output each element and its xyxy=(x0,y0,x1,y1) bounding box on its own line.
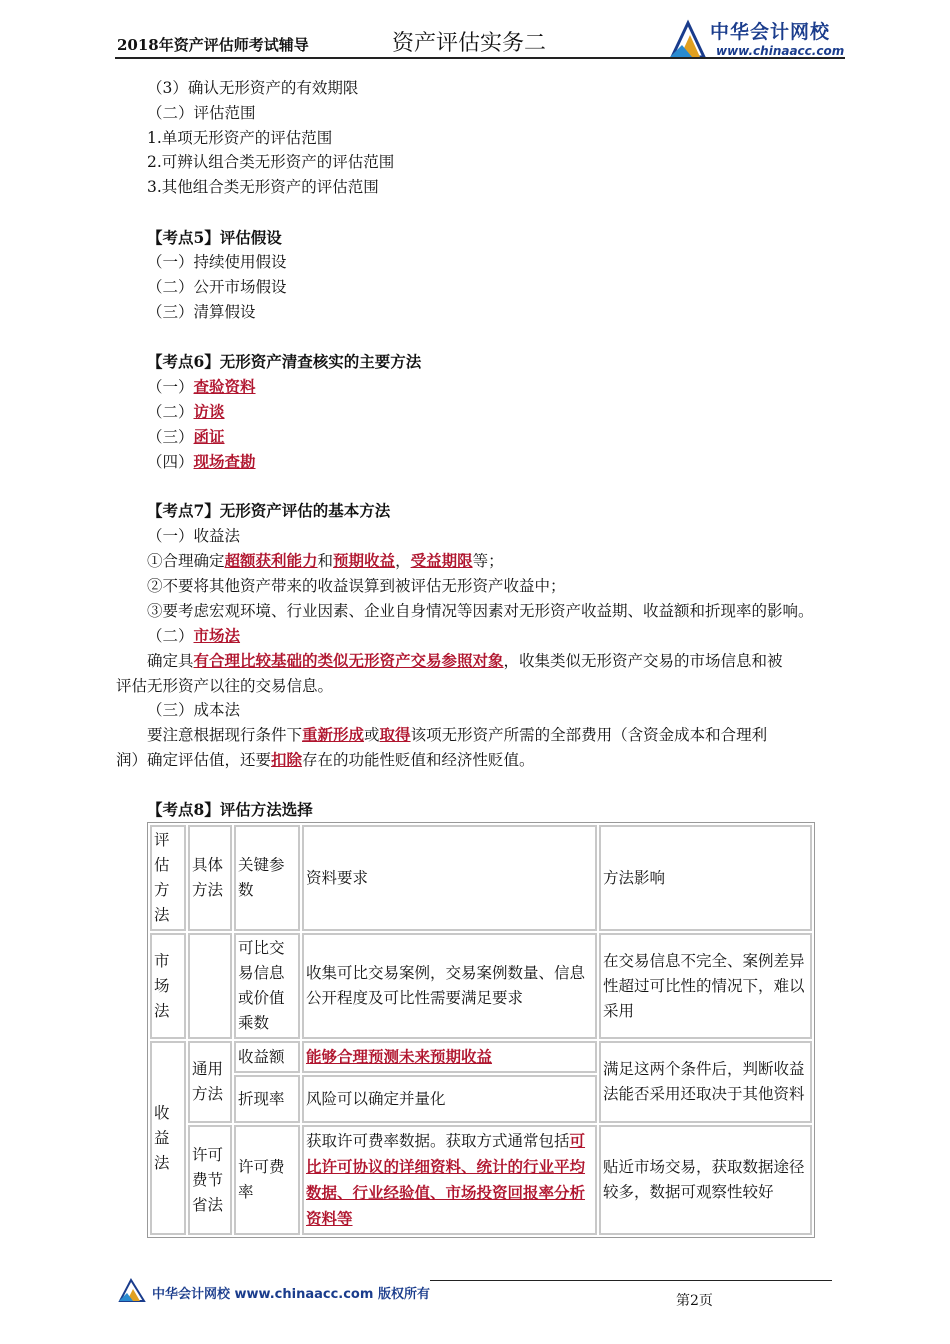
table-header-cell: 评估方法 xyxy=(150,825,186,931)
highlight: 受益期限 xyxy=(410,551,473,570)
section-heading-7: 【考点7】无形资产评估的基本方法 xyxy=(147,501,391,520)
highlight: 有合理比较基础的类似无形资产交易参照对象 xyxy=(193,651,504,670)
table-cell xyxy=(302,1041,597,1073)
section-heading-8: 【考点8】评估方法选择 xyxy=(147,800,313,819)
item-prefix: （四） xyxy=(147,453,194,471)
header-course: 2018年资产评估师考试辅导 xyxy=(117,36,309,54)
footer-logo-icon xyxy=(118,1277,146,1303)
table-cell xyxy=(188,933,232,1039)
text-run: 存在的功能性贬值和经济性贬值。 xyxy=(302,751,535,769)
table-cell: 收益额 xyxy=(234,1041,300,1073)
table-header-cell: 方法影响 xyxy=(599,825,812,931)
text-line xyxy=(116,750,535,770)
text-line: （一）持续使用假设 xyxy=(147,253,287,271)
brand-logo xyxy=(668,17,848,61)
text-run: 润）确定评估值，还要 xyxy=(116,751,272,769)
text-line: （3）确认无形资产的有效期限 xyxy=(147,79,359,97)
text-line: （二）公开市场假设 xyxy=(147,278,287,296)
footer-copyright: 中华会计网校 www.chinaacc.com 版权所有 xyxy=(152,1287,430,1302)
highlight: 重新形成 xyxy=(302,725,365,744)
text-line: ②不要将其他资产带来的收益误算到被评估无形资产收益中； xyxy=(147,577,566,595)
brand-name: 中华会计网校 xyxy=(710,21,831,43)
text-line: （二）评估范围 xyxy=(147,104,256,122)
text-run: ，收集类似无形资产交易的市场信息和被 xyxy=(503,652,783,670)
table-row xyxy=(150,933,812,1039)
highlight: 访谈 xyxy=(193,402,225,421)
table-cell: 通用方法 xyxy=(188,1041,232,1123)
text-run: ①合理确定 xyxy=(147,552,225,570)
highlight: 查验资料 xyxy=(193,377,256,396)
table-cell: 收益法 xyxy=(150,1041,186,1235)
highlight: 可比许可协议的详细资料、统计的行业平均数据、行业经验值、市场投资回报率分析资料等 xyxy=(306,1131,586,1228)
text-line xyxy=(147,551,504,571)
table-cell: 许可费率 xyxy=(234,1125,300,1235)
page-number: 第2页 xyxy=(676,1293,713,1309)
section-heading-5: 【考点5】评估假设 xyxy=(147,228,282,247)
table-cell: 收集可比交易案例，交易案例数量、信息公开程度及可比性需要满足要求 xyxy=(302,933,597,1039)
table-cell xyxy=(302,1125,597,1235)
text-line: （一）收益法 xyxy=(147,527,241,545)
text-line xyxy=(147,626,240,646)
text-line: 评估无形资产以往的交易信息。 xyxy=(116,677,334,695)
table-header-cell: 具体方法 xyxy=(188,825,232,931)
table-row xyxy=(150,1041,812,1073)
text-line: （三）清算假设 xyxy=(147,303,256,321)
text-line: 2.可辨认组合类无形资产的评估范围 xyxy=(147,153,395,171)
table-cell: 风险可以确定并量化 xyxy=(302,1075,597,1123)
text-run: 要注意根据现行条件下 xyxy=(147,726,303,744)
table-header-cell: 资料要求 xyxy=(302,825,597,931)
table-cell: 许可费节省法 xyxy=(188,1125,232,1235)
item-prefix: （三） xyxy=(147,428,194,446)
text-line: ③要考虑宏观环境、行业因素、企业自身情况等因素对无形资产收益期、收益额和折现率的影响。 xyxy=(147,602,814,620)
item-prefix: （二） xyxy=(147,403,194,421)
highlight: 扣除 xyxy=(271,750,303,769)
text-line xyxy=(147,651,783,671)
table-row xyxy=(150,1125,812,1235)
method-table xyxy=(147,822,815,1238)
table-cell: 满足这两个条件后，判断收益法能否采用还取决于其他资料 xyxy=(599,1041,812,1123)
brand-url: www.chinaacc.com xyxy=(716,44,845,58)
text-run: 和 xyxy=(317,552,334,570)
table-header-row xyxy=(150,825,812,931)
item-prefix: （二） xyxy=(147,627,194,645)
text-run: 等； xyxy=(472,552,504,570)
text-line xyxy=(147,452,256,472)
section-heading-6: 【考点6】无形资产清查核实的主要方法 xyxy=(147,352,422,371)
highlight: 能够合理预测未来预期收益 xyxy=(306,1047,493,1066)
text-line: 1.单项无形资产的评估范围 xyxy=(147,129,333,147)
item-prefix: （一） xyxy=(147,378,194,396)
header-rule xyxy=(115,57,845,59)
table-cell: 折现率 xyxy=(234,1075,300,1123)
brand-logo-icon xyxy=(668,17,708,61)
text-run: 获取许可费率数据。获取方式通常包括 xyxy=(306,1132,570,1150)
text-line xyxy=(147,377,256,397)
text-line: 3.其他组合类无形资产的评估范围 xyxy=(147,178,379,196)
text-run: 或 xyxy=(364,726,380,744)
text-run: 该项无形资产所需的全部费用（含资金成本和合理利 xyxy=(410,726,768,744)
text-line xyxy=(147,402,225,422)
text-line xyxy=(147,427,225,447)
text-run: ， xyxy=(395,552,411,570)
table-cell: 贴近市场交易，获取数据途径较多，数据可观察性较好 xyxy=(599,1125,812,1235)
text-line: （三）成本法 xyxy=(147,701,241,719)
text-run: 确定具 xyxy=(147,652,194,670)
table-header-cell: 关键参数 xyxy=(234,825,300,931)
table-cell: 在交易信息不完全、案例差异性超过可比性的情况下，难以采用 xyxy=(599,933,812,1039)
highlight: 超额获利能力 xyxy=(224,551,318,570)
table-cell: 可比交易信息或价值乘数 xyxy=(234,933,300,1039)
text-line xyxy=(147,725,767,745)
highlight: 取得 xyxy=(379,725,411,744)
footer-rule xyxy=(430,1280,832,1281)
highlight: 函证 xyxy=(193,427,225,446)
highlight: 现场查勘 xyxy=(193,452,256,471)
table-cell: 市场法 xyxy=(150,933,186,1039)
highlight: 市场法 xyxy=(193,626,241,645)
header-subject: 资产评估实务二 xyxy=(392,31,547,56)
highlight: 预期收益 xyxy=(333,551,396,570)
